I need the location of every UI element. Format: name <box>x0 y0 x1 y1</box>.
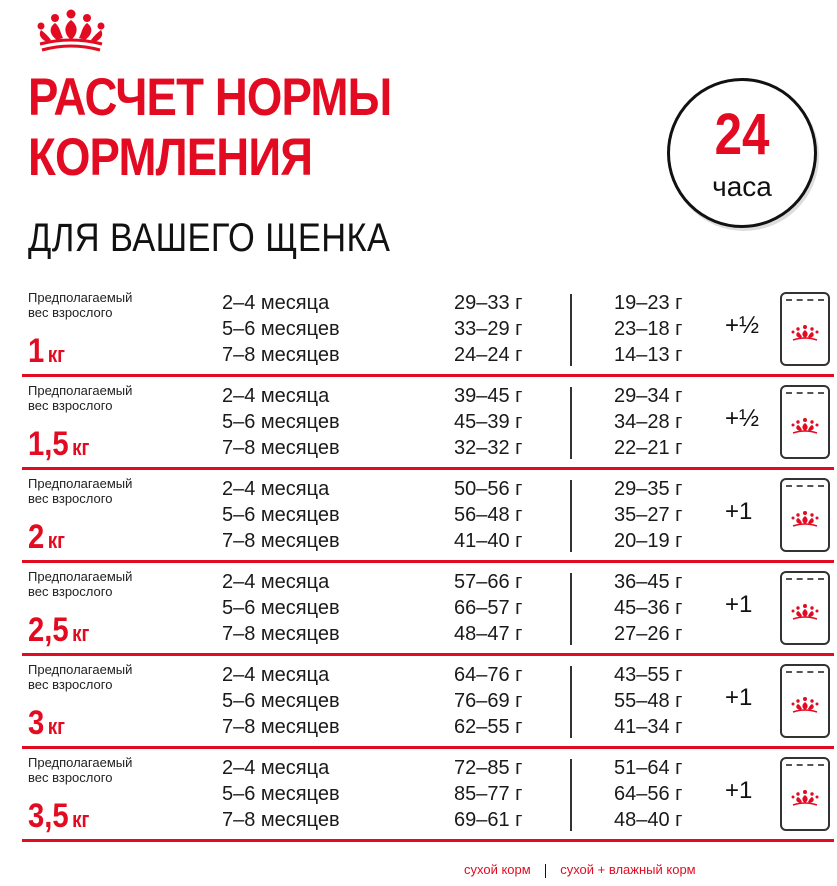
age-column <box>222 383 340 461</box>
adult-weight-unit: кг <box>72 807 90 832</box>
mixed-food-cell: 45–36 г <box>614 597 683 619</box>
weight-caption-line-2: вес взрослого <box>28 491 113 506</box>
column-divider <box>570 759 572 831</box>
pouch-amount: +1 <box>725 684 753 711</box>
mixed-food-column <box>614 662 682 740</box>
dry-food-cell: 41–40 г <box>454 530 523 552</box>
adult-weight-value: 3,5 <box>28 797 69 835</box>
dry-food-column <box>454 755 522 833</box>
mixed-food-cell: 19–23 г <box>614 292 683 314</box>
table-row <box>22 474 834 563</box>
pouch-icon <box>780 385 830 459</box>
column-divider <box>570 294 572 366</box>
dry-food-cell: 76–69 г <box>454 690 523 712</box>
dry-food-cell: 72–85 г <box>454 757 523 779</box>
dry-food-cell: 45–39 г <box>454 411 523 433</box>
dry-food-cell: 69–61 г <box>454 809 523 831</box>
weight-caption-line-1: Предполагаемый <box>28 755 133 770</box>
weight-caption-line-2: вес взрослого <box>28 677 113 692</box>
dry-food-cell: 66–57 г <box>454 597 523 619</box>
weight-caption-line-2: вес взрослого <box>28 770 113 785</box>
crown-icon <box>790 417 820 435</box>
adult-weight-value: 3 <box>28 704 45 742</box>
title-line-2: КОРМЛЕНИЯ <box>28 128 313 187</box>
weight-caption <box>28 662 188 692</box>
dry-food-column <box>454 569 522 647</box>
mixed-food-cell: 36–45 г <box>614 571 683 593</box>
weight-caption <box>28 290 188 320</box>
table-row <box>22 288 834 377</box>
adult-weight-unit: кг <box>47 528 66 553</box>
mixed-food-cell: 35–27 г <box>614 504 683 526</box>
age-cell: 5–6 месяцев <box>222 783 340 805</box>
dry-food-cell: 33–29 г <box>454 318 523 340</box>
hours-number: 24 <box>714 102 770 167</box>
legend <box>464 862 696 878</box>
crown-icon <box>790 789 820 807</box>
dry-food-cell: 56–48 г <box>454 504 523 526</box>
adult-weight-unit: кг <box>47 342 66 367</box>
pouch-amount: +1 <box>725 777 753 804</box>
mixed-food-cell: 64–56 г <box>614 783 683 805</box>
age-cell: 2–4 месяца <box>222 478 330 500</box>
age-column <box>222 476 340 554</box>
table-row <box>22 567 834 656</box>
age-cell: 7–8 месяцев <box>222 623 340 645</box>
weight-caption-line-2: вес взрослого <box>28 584 113 599</box>
crown-icon <box>790 603 820 621</box>
age-cell: 2–4 месяца <box>222 385 330 407</box>
adult-weight <box>28 425 89 464</box>
dry-food-cell: 48–47 г <box>454 623 523 645</box>
table-row <box>22 660 834 749</box>
weight-caption-line-1: Предполагаемый <box>28 383 133 398</box>
age-column <box>222 569 340 647</box>
age-column <box>222 755 340 833</box>
adult-weight-unit: кг <box>72 621 90 646</box>
age-cell: 5–6 месяцев <box>222 318 340 340</box>
weight-caption-line-1: Предполагаемый <box>28 476 133 491</box>
mixed-food-column <box>614 569 682 647</box>
age-cell: 7–8 месяцев <box>222 530 340 552</box>
column-divider <box>570 666 572 738</box>
adult-weight <box>28 797 89 836</box>
legend-dry: сухой корм <box>464 862 531 877</box>
adult-weight <box>28 611 89 650</box>
age-cell: 7–8 месяцев <box>222 809 340 831</box>
page-subtitle: ДЛЯ ВАШЕГО ЩЕНКА <box>28 216 391 260</box>
weight-caption-line-2: вес взрослого <box>28 398 113 413</box>
adult-weight-value: 1,5 <box>28 425 69 463</box>
mixed-food-column <box>614 290 682 368</box>
feeding-table <box>22 288 834 846</box>
column-divider <box>570 387 572 459</box>
dry-food-cell: 39–45 г <box>454 385 523 407</box>
age-cell: 7–8 месяцев <box>222 716 340 738</box>
mixed-food-cell: 29–34 г <box>614 385 683 407</box>
mixed-food-cell: 41–34 г <box>614 716 683 738</box>
crown-icon <box>790 696 820 714</box>
hours-unit: часа <box>712 171 772 202</box>
age-cell: 5–6 месяцев <box>222 690 340 712</box>
page-title <box>28 68 391 188</box>
table-row <box>22 753 834 842</box>
mixed-food-cell: 20–19 г <box>614 530 683 552</box>
crown-icon <box>790 510 820 528</box>
legend-mixed: сухой + влажный корм <box>560 862 696 877</box>
pouch-amount: +1 <box>725 498 753 525</box>
dry-food-column <box>454 290 522 368</box>
column-divider <box>570 573 572 645</box>
weight-caption <box>28 383 188 413</box>
pouch-icon <box>780 571 830 645</box>
weight-caption <box>28 476 188 506</box>
age-cell: 7–8 месяцев <box>222 344 340 366</box>
adult-weight-value: 1 <box>28 332 45 370</box>
dry-food-cell: 29–33 г <box>454 292 523 314</box>
pouch-icon <box>780 757 830 831</box>
mixed-food-column <box>614 476 682 554</box>
crown-icon <box>790 324 820 342</box>
dry-food-column <box>454 476 522 554</box>
weight-caption-line-1: Предполагаемый <box>28 290 133 305</box>
dry-food-cell: 32–32 г <box>454 437 523 459</box>
pouch-icon <box>780 292 830 366</box>
column-divider <box>570 480 572 552</box>
age-cell: 5–6 месяцев <box>222 411 340 433</box>
weight-caption-line-1: Предполагаемый <box>28 569 133 584</box>
mixed-food-cell: 14–13 г <box>614 344 683 366</box>
pouch-amount: +½ <box>725 312 760 339</box>
table-row <box>22 381 834 470</box>
royal-crown-logo-icon <box>30 6 112 54</box>
age-column <box>222 290 340 368</box>
adult-weight-value: 2 <box>28 518 45 556</box>
age-cell: 7–8 месяцев <box>222 437 340 459</box>
mixed-food-cell: 55–48 г <box>614 690 683 712</box>
title-line-1: РАСЧЕТ НОРМЫ <box>28 68 392 127</box>
pouch-icon <box>780 664 830 738</box>
mixed-food-cell: 51–64 г <box>614 757 683 779</box>
mixed-food-cell: 29–35 г <box>614 478 683 500</box>
dry-food-cell: 85–77 г <box>454 783 523 805</box>
mixed-food-cell: 23–18 г <box>614 318 683 340</box>
dry-food-cell: 57–66 г <box>454 571 523 593</box>
mixed-food-cell: 22–21 г <box>614 437 683 459</box>
mixed-food-cell: 43–55 г <box>614 664 683 686</box>
adult-weight <box>28 704 65 743</box>
pouch-amount: +½ <box>725 405 760 432</box>
age-cell: 5–6 месяцев <box>222 597 340 619</box>
pouch-amount: +1 <box>725 591 753 618</box>
adult-weight-value: 2,5 <box>28 611 69 649</box>
weight-caption <box>28 755 188 785</box>
adult-weight <box>28 332 65 371</box>
age-column <box>222 662 340 740</box>
dry-food-cell: 24–24 г <box>454 344 523 366</box>
hours-badge <box>667 78 817 228</box>
weight-caption <box>28 569 188 599</box>
weight-caption-line-1: Предполагаемый <box>28 662 133 677</box>
age-cell: 2–4 месяца <box>222 664 330 686</box>
legend-separator <box>545 864 547 878</box>
age-cell: 2–4 месяца <box>222 757 330 779</box>
dry-food-cell: 64–76 г <box>454 664 523 686</box>
pouch-icon <box>780 478 830 552</box>
mixed-food-column <box>614 755 682 833</box>
dry-food-column <box>454 662 522 740</box>
age-cell: 2–4 месяца <box>222 292 330 314</box>
mixed-food-cell: 48–40 г <box>614 809 683 831</box>
adult-weight-unit: кг <box>47 714 66 739</box>
dry-food-cell: 50–56 г <box>454 478 523 500</box>
mixed-food-cell: 34–28 г <box>614 411 683 433</box>
weight-caption-line-2: вес взрослого <box>28 305 113 320</box>
age-cell: 2–4 месяца <box>222 571 330 593</box>
dry-food-column <box>454 383 522 461</box>
mixed-food-column <box>614 383 682 461</box>
adult-weight <box>28 518 65 557</box>
mixed-food-cell: 27–26 г <box>614 623 683 645</box>
age-cell: 5–6 месяцев <box>222 504 340 526</box>
dry-food-cell: 62–55 г <box>454 716 523 738</box>
adult-weight-unit: кг <box>72 435 90 460</box>
